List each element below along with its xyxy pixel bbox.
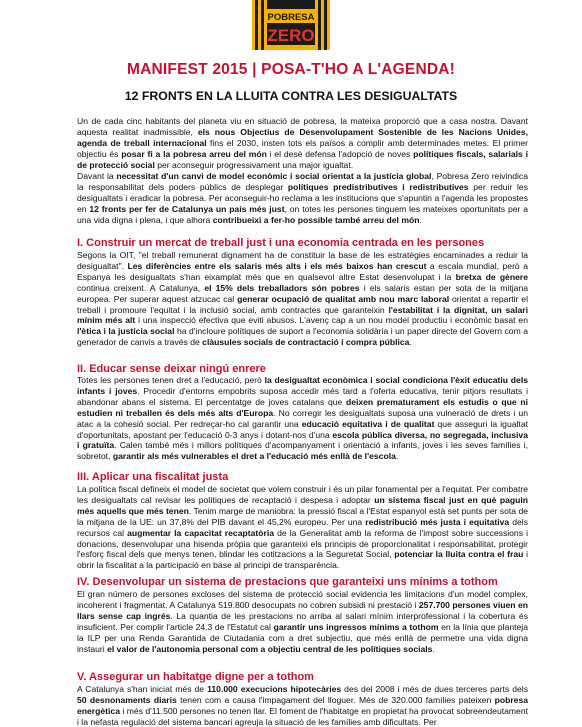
bold-text-run: clàusules socials de contractació i compra pública [202, 337, 410, 348]
text-run: en la línia que planteja la ILP per una Renda Garantida de Ciutadania com a dret subjectiu, que més enllà de permetre una vida digna instauri [77, 621, 528, 654]
bold-text-run: generar ocupació de qualitat amb nou marc laboral [237, 293, 450, 304]
bold-text-run: polítiques predistributives i redistributives [287, 181, 469, 192]
text-run: El gran número de persones excloses del sistema de protecció social evidencia les limitacions d'un model complex, incoherent i fragmentat. A Catalunya 519.800 desocupats no cobren subsidi ni prestació i [77, 589, 528, 610]
text-run: . [409, 337, 412, 348]
bold-text-run: contribueixi a fer-ho possible també arreu del món [212, 214, 420, 225]
section-heading-5: V. Assegurar un habitatge digne per a tothom [77, 671, 314, 683]
bold-text-run: 110.000 execucions hipotecàries [207, 684, 342, 694]
text-run: i obrir la fiscalitat a la participació en base al principi de transparència. [77, 549, 528, 571]
bold-text-run: el 15% dels treballadors són pobres [204, 282, 360, 293]
page-subtitle: 12 FRONTS EN LA LLUITA CONTRA LES DESIGUALTATS [124, 89, 458, 103]
bold-text-run: escola pública diversa, no segregada, inclusiva i gratuïta [77, 429, 528, 451]
intro-paragraph-1 [77, 116, 528, 171]
bold-text-run: bretxa de gènere [455, 271, 528, 282]
section-body-3 [77, 484, 528, 571]
text-run: fins el 2030, insten tots els països a complir amb determinades metes. El primer objectiu és [77, 137, 528, 159]
text-run: i el desè defensa l'adopció de noves [266, 148, 414, 159]
text-run: , Pobresa Zero reivindica la responsabilitat dels poders públics de desplegar [77, 171, 528, 192]
bold-text-run: necessitat d'un canvi de model econòmic i social orientat a la justícia global [116, 171, 432, 181]
bold-text-run: l'ètica i la justícia social [77, 326, 175, 337]
text-run: i els salaris estan per sota de la mitjana europea. Per superar aquest atzucac cal [77, 282, 529, 304]
bold-text-run: redistribució més justa i equitativa [365, 516, 510, 527]
bold-text-run: els nous Objectius de Desenvolupament Sostenible de les Nacions Unides, agenda de treball internacional [77, 126, 528, 148]
text-run: Totes les persones tenen dret a l'educació, però [77, 375, 265, 385]
text-run: . Calen també més i millors polítiques d'acompanyament i orientació a infants, joves i les seves famílies i, sobretot, [77, 440, 528, 462]
text-run: A Catalunya s'han iniciat més de [77, 684, 208, 694]
bold-text-run: Les diferències entre els salaris més alts i els més baixos han crescut [127, 260, 427, 271]
text-run: i una inspecció efectiva que eviti abusos. L'avenç cap a un nou model productiu i econòmic basat en [135, 315, 528, 326]
text-run: a escala mundial, però a Espanya les desigualtats s'han eixamplat més que en qualsevol altre Estat desenvolupat i la [77, 260, 528, 282]
bold-text-run: posar fi a la pobresa arreu del món [121, 148, 267, 159]
bold-text-run: la desigualtat econòmica i social condiciona l'èxit educatiu dels infants i joves [77, 375, 528, 396]
text-run: . [432, 643, 435, 654]
bold-text-run: deixen prematurament els estudis o que ni estudien ni treballen és dels més alts d'Europa [77, 396, 528, 418]
text-run: . [395, 451, 399, 462]
text-run: ha d'incloure polítiques de suport a l'economia solidària i un paper directe del Govern com a generador de canvis a través de [77, 326, 528, 348]
text-run: . La quantia de les prestacions no arriba al salari mínim interprofessional i la cobertura és insuficient. Per complir l'article 24.3 de l'Estatut cal [77, 610, 528, 632]
section-body-2 [77, 375, 528, 462]
bold-text-run: garantir als més vulnerables el dret a l'educació més enllà de l'escola [112, 451, 396, 462]
text-run: Davant la [77, 171, 117, 181]
bold-text-run: 257.700 persones viuen en llars sense cap ingrés [77, 599, 528, 621]
bold-text-run: potenciar la lluita contra el frau [394, 549, 524, 560]
text-run: , on totes les persones tinguem les mateixes oportunitats per a una vida digna i plena, i que alhora [77, 203, 528, 225]
section-body-5 [77, 684, 528, 727]
text-run: Segons la OIT, "el treball remunerat dignament ha de constituir la base de les estratègies encaminades a reduir la desigualtat". [77, 250, 528, 271]
bold-text-run: polítiques fiscals, salarials i de protecció social [77, 148, 528, 170]
text-run: continua creixent. A Catalunya, [77, 282, 205, 293]
text-run: des del 2008 i més de dues terceres parts dels [341, 684, 528, 694]
bold-text-run: 12 fronts per fer de Catalunya un país més just [89, 203, 285, 214]
text-run: de la Generalitat amb la reforma de l'impost sobre successions i donacions, desenvolupar una hisenda pròpia que garanteixi els principis de proporcionalitat i responsabilitat, protegir l'esforç fiscal dels que menys tenen, blindar les cotitzacions a la Seguretat Social, [77, 527, 529, 560]
text-run: . Procedir d'entorns empobrits suposa accedir més tard a l'oferta educativa, tenir pitjors resultats i abandonar abans el sistema. El percentatge de joves catalans que [77, 385, 528, 407]
logo-bottom-text: ZERO [267, 26, 315, 45]
bold-text-run: el valor de l'autonomia personal com a objectiu central de les polítiques socials [107, 643, 433, 654]
logo-top-text: POBRESA [267, 12, 315, 23]
bold-text-run: 50 desnonaments diaris [77, 694, 177, 705]
section-heading-4: IV. Desenvolupar un sistema de prestacions que garanteixi uns mínims a tothom [77, 576, 498, 588]
section-body-4 [77, 589, 528, 654]
section-heading-1: I. Construir un mercat de treball just i una economia centrada en les persones [77, 237, 485, 249]
text-run: tenen com a causa l'impagament del lloguer. Més de 320.000 famílies pateixen [176, 694, 495, 705]
text-run: que asseguri la igualtat d'oportunitats, apostant per l'educació 0-3 anys i dotant-nos d'una [77, 418, 528, 440]
section-heading-2: II. Educar sense deixar ningú enrere [77, 363, 266, 375]
bold-text-run: educació equitativa i de qualitat [301, 418, 435, 429]
text-run: orientat a repartir el treball i promoure l'equitat i la inclusió social, amb contractes que garanteixin [77, 293, 528, 315]
section-body-1 [77, 250, 528, 348]
bold-text-run: pobresa energètica [77, 694, 529, 716]
bold-text-run: l'estabilitat i la dignitat, un salari mínim més alt [77, 304, 528, 326]
logo-graphic [252, 0, 330, 50]
text-run: . Tenim marge de maniobra: la pressió fiscal a l'Estat espanyol està set punts per sota de la mitjana de la UE: un 37,8% del PIB davant el 45,2% europeu. Per una [77, 505, 529, 527]
text-run: per aconseguir progressivament una major igualtat. [154, 159, 354, 170]
intro-paragraph-2 [77, 171, 528, 226]
bold-text-run: un sistema fiscal just en què paguin més aquells que més tenen [77, 494, 529, 516]
text-run: i més d'11.500 persones no tenen llar. El foment de l'habitatge en propietat ha provocat sobreendeutament i la nefasta regulació del sistema bancari agreuja la situació de les famílies amb dificultats. Per [77, 705, 528, 727]
section-heading-3: III. Aplicar una fiscalitat justa [77, 471, 229, 483]
text-run: . [419, 214, 422, 225]
text-run: Un de cada cinc habitants del planeta viu en situació de pobresa, la mateixa proporció que a casa nostra. Davant aquesta realitat inadmissible, [77, 116, 528, 137]
pobresa-zero-logo [252, 0, 330, 50]
bold-text-run: garantir uns ingressos mínims a tothom [273, 621, 439, 632]
text-run: per reduir les desigualtats i eradicar la pobresa. Per aconseguir-ho reclama a les institucions que s'apuntin a l'agenda les propostes en [77, 181, 528, 214]
text-run: dels recursos cal [77, 516, 528, 538]
bold-text-run: augmentar la capacitat recaptatòria [127, 527, 274, 538]
page-title: MANIFEST 2015 | POSA-T'HO A L'AGENDA! [127, 61, 455, 78]
text-run: . No corregir les desigualtats suposa una vulneració de drets i un atac a la cohesió social. Per redreçar-ho cal garantir una [77, 407, 528, 429]
text-run: La política fiscal defineix el model de societat que volem construir i és un pilar fonamental per a l'equitat. Per combatre les desigualtats cal revisar les polítiques de recaptació i despesa i adoptar [77, 484, 528, 505]
